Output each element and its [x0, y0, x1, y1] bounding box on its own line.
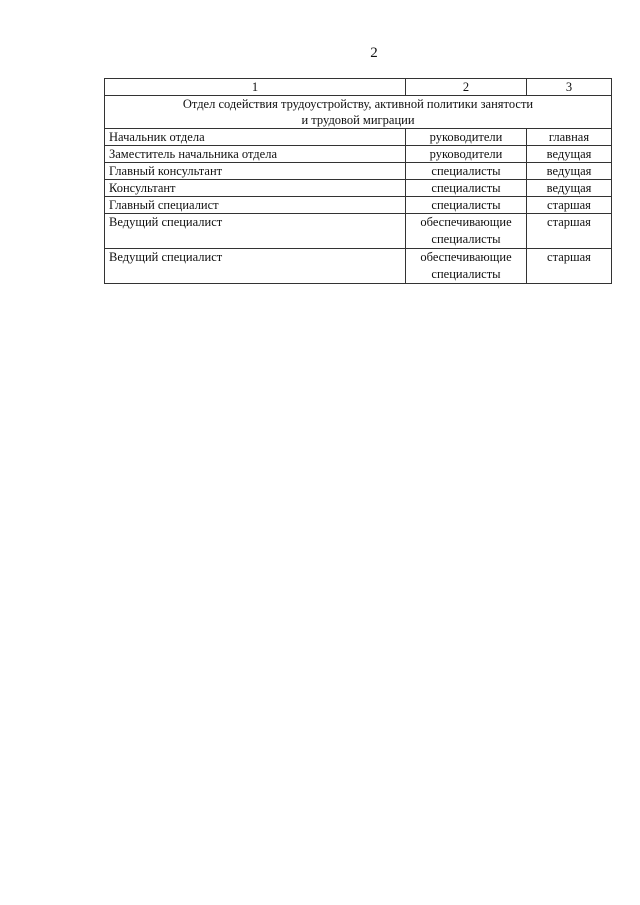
category-cell	[406, 249, 527, 284]
table-row	[105, 146, 612, 163]
table-row	[105, 163, 612, 180]
position-cell: Ведущий специалист	[105, 214, 406, 249]
position-cell: Главный специалист	[105, 197, 406, 214]
staff-table	[104, 78, 612, 284]
section-title-row	[105, 96, 612, 129]
category-line-1: обеспечивающие	[420, 215, 512, 229]
group-cell: старшая	[527, 249, 612, 284]
category-cell: специалисты	[406, 180, 527, 197]
category-line-2: специалисты	[431, 232, 501, 246]
table-row	[105, 129, 612, 146]
category-line-2: специалисты	[431, 267, 501, 281]
section-title	[105, 96, 612, 129]
table-row	[105, 180, 612, 197]
category-cell: специалисты	[406, 163, 527, 180]
table-row	[105, 249, 612, 284]
position-cell: Ведущий специалист	[105, 249, 406, 284]
category-cell: руководители	[406, 129, 527, 146]
group-cell: ведущая	[527, 180, 612, 197]
group-cell: старшая	[527, 214, 612, 249]
column-number-1: 1	[105, 79, 406, 96]
group-cell: старшая	[527, 197, 612, 214]
table-header-row	[105, 79, 612, 96]
column-number-3: 3	[527, 79, 612, 96]
column-number-2: 2	[406, 79, 527, 96]
section-title-line-2: и трудовой миграции	[301, 113, 415, 127]
position-cell: Начальник отдела	[105, 129, 406, 146]
position-cell: Консультант	[105, 180, 406, 197]
category-cell: руководители	[406, 146, 527, 163]
position-cell: Главный консультант	[105, 163, 406, 180]
category-cell: специалисты	[406, 197, 527, 214]
position-cell: Заместитель начальника отдела	[105, 146, 406, 163]
group-cell: ведущая	[527, 163, 612, 180]
group-cell: главная	[527, 129, 612, 146]
category-cell	[406, 214, 527, 249]
page-number: 2	[370, 45, 378, 61]
group-cell: ведущая	[527, 146, 612, 163]
section-title-line-1: Отдел содействия трудоустройству, активной политики занятости	[182, 97, 534, 111]
table-row	[105, 197, 612, 214]
category-line-1: обеспечивающие	[420, 250, 512, 264]
table-row	[105, 214, 612, 249]
